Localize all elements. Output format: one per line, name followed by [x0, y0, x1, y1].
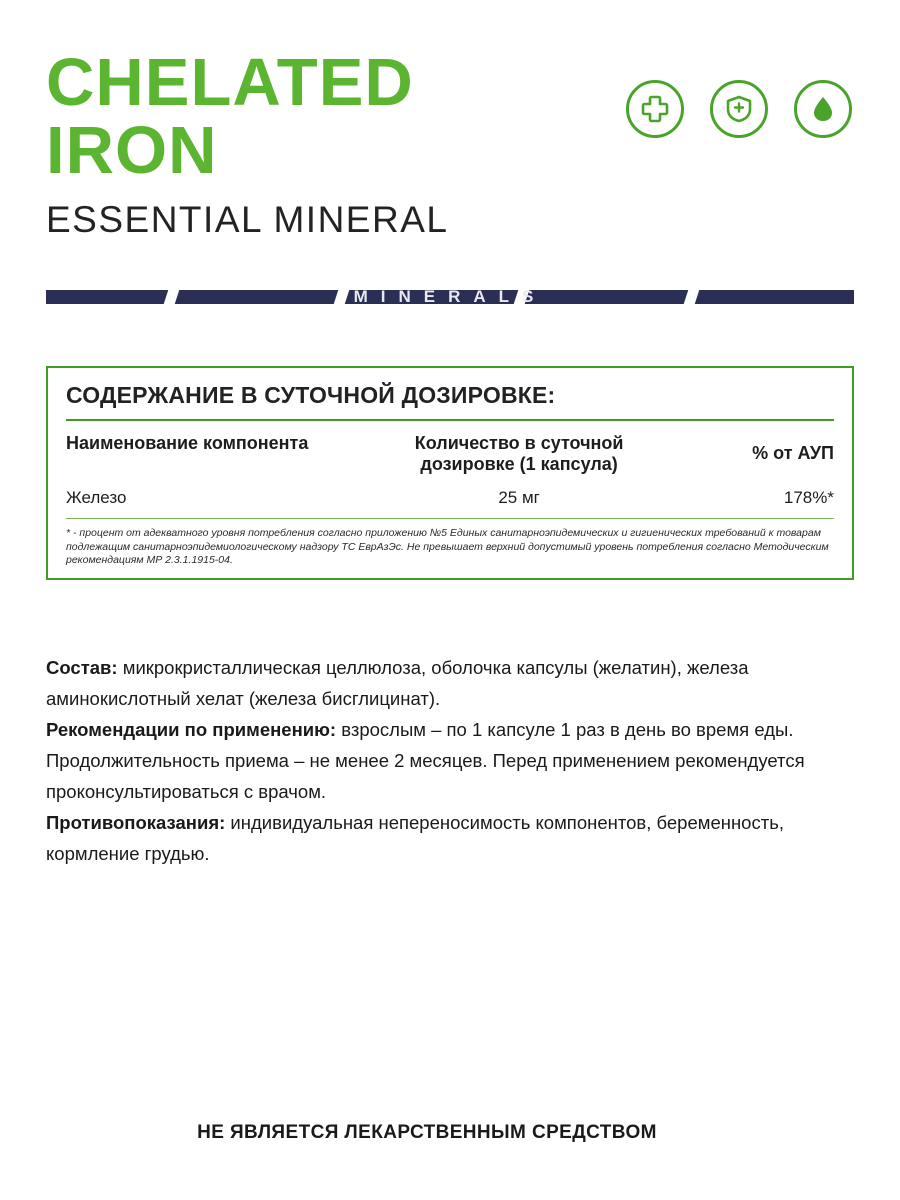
- product-header: [46, 45, 854, 292]
- usage-text: взрослым – по 1 капсуле 1 раз в день во время еды. Продолжительность приема – не менее 2 месяцев. Перед применением рекомендуется проконсультироваться с врачом.: [46, 719, 805, 802]
- product-info-text: [46, 652, 836, 869]
- cell-component-name: Железо: [66, 488, 127, 507]
- panel-title-divider: [66, 419, 834, 421]
- brand-name-line-1: CHELATED: [46, 45, 414, 120]
- brand-name-line-2: IRON: [46, 113, 218, 188]
- supplement-facts-table: [66, 427, 834, 514]
- strip-label: MINERALS: [353, 287, 547, 306]
- composition-text: микрокристаллическая целлюлоза, оболочка капсулы (желатин), железа аминокислотный хелат (железа бисглицинат).: [46, 657, 749, 709]
- contraindications-text: индивидуальная непереносимость компонентов, беременность, кормление грудью.: [46, 812, 784, 864]
- column-header-percent: % от АУП: [752, 443, 834, 463]
- cross-icon: [626, 80, 684, 138]
- composition-paragraph: [46, 652, 836, 714]
- supplement-facts-panel: [46, 366, 854, 580]
- shield-cross-icon: [710, 80, 768, 138]
- brand-block: [46, 45, 606, 240]
- contraindications-label: Противопоказания:: [46, 812, 226, 833]
- cell-component-percent: 178%*: [783, 488, 834, 507]
- usage-label: Рекомендации по применению:: [46, 719, 337, 740]
- table-header-row: [66, 427, 834, 483]
- cell-component-amount: 25 мг: [498, 488, 540, 507]
- usage-paragraph: [46, 714, 836, 807]
- table-bottom-divider: [66, 518, 834, 519]
- panel-title: СОДЕРЖАНИЕ В СУТОЧНОЙ ДОЗИРОВКЕ:: [66, 382, 556, 408]
- column-header-component: Наименование компонента: [66, 433, 309, 453]
- contraindications-paragraph: [46, 807, 836, 869]
- table-row: [66, 483, 834, 514]
- droplet-icon: [794, 80, 852, 138]
- column-header-amount: Количество в суточной дозировке (1 капсула): [414, 433, 624, 474]
- panel-footnote: * - процент от адекватного уровня потребления согласно приложению №5 Единых санитарноэпидемических и гигиенических требований к товарам подлежащим санитарноэпидемиологическому надзору ТС ЕврАзЭс. Не превышает верхний допустимый уровень потребления согласно Методическим рекомендациям МР 2.3.1.1915-04.: [66, 527, 829, 566]
- legal-disclaimer: НЕ ЯВЛЯЕТСЯ ЛЕКАРСТВЕННЫМ СРЕДСТВОМ: [197, 1122, 657, 1143]
- benefit-icon-row: [626, 80, 852, 138]
- product-subtitle: ESSENTIAL MINERAL: [46, 199, 449, 240]
- minerals-strip: [46, 286, 854, 308]
- composition-label: Состав:: [46, 657, 118, 678]
